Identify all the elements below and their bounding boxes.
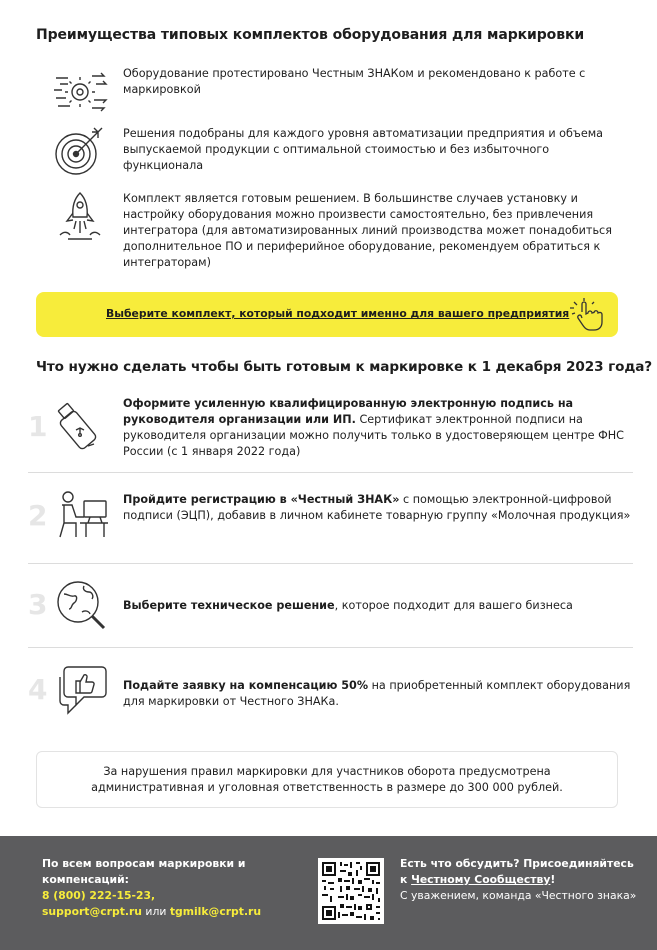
step-detail: на приобретенный комплект оборудования для маркировки от Честного ЗНАКа. [123,679,631,708]
notice-text: За нарушения правил маркировки для участников оборота предусмотрена административная и уголовная ответственность в размере до 300 000 рублей. [91,765,563,794]
community-link[interactable]: Честному Сообществу [411,873,551,886]
community-tail: ! [550,873,556,886]
step-text [123,396,633,460]
step-detail: с помощью электронной-цифровой подписи (ЭЦП), добавив в личном кабинете товарную группу «Молочная продукция» [123,493,631,522]
step-detail: Сертификат электронной подписи на руководителя организации можно получить только в удостоверяющем центре ФНС России (с 1 января 2022 года) [123,413,624,458]
contact-block [42,856,302,920]
step-text [123,678,633,710]
step-emphasis: Оформите усиленную квалифицированную электронную подпись на руководителя организации или ИП. [123,397,574,426]
qr-code-icon[interactable] [318,858,384,924]
steps-title: Что нужно сделать чтобы быть готовым к маркировке к 1 декабря 2023 года? [36,359,653,375]
gear-arrows-icon [52,66,108,118]
target-icon [52,126,108,178]
step-number: 2 [28,499,48,532]
community-lead: Есть что обсудить? Присоединяйтесь к [400,857,634,886]
divider [28,647,633,648]
step-text [123,598,633,614]
footer [0,836,657,950]
community-block [400,856,640,904]
contact-label: По всем вопросам маркировки и компенсаций: [42,857,246,886]
step-number: 1 [28,410,48,443]
step-detail: , которое подходит для вашего бизнеса [334,599,573,612]
benefit-text: Комплект является готовым решением. В большинстве случаев установку и настройку оборудования можно произвести самостоятельно, без привлечения интегратора (для автоматизированных линий производства может понадобиться дополнительное ПО и периферийное оборудование, рекомендуем обратиться к интеграторам) [123,192,612,269]
step-emphasis: Пройдите регистрацию в «Честный ЗНАК» [123,493,400,506]
benefits-title: Преимущества типовых комплектов оборудования для маркировки [36,27,585,43]
usb-key-icon [54,400,110,456]
email-tgmilk-link[interactable]: tgmilk@crpt.ru [169,905,262,918]
benefit-text: Оборудование протестировано Честным ЗНАКом и рекомендовано к работе с маркировкой [123,67,586,96]
globe-search-icon [54,578,110,634]
divider [28,472,633,473]
select-kit-link[interactable]: Выберите комплект, который подходит именно для вашего предприятия [106,307,570,320]
step-number: 4 [28,673,48,706]
rocket-icon [52,191,108,243]
or-text: или [142,905,170,918]
email-support-link[interactable]: support@crpt.ru [42,905,142,918]
step-emphasis: Выберите техническое решение [123,599,335,612]
select-kit-banner[interactable] [36,292,618,337]
regards-text: С уважением, команда «Честного знака» [400,889,637,902]
step-text [123,492,633,524]
step-emphasis: Подайте заявку на компенсацию 50% [123,679,369,692]
benefit-text: Решения подобраны для каждого уровня автоматизации предприятия и объема выпускаемой продукции с оптимальной стоимостью и без избыточного функционала [123,127,603,172]
phone-link[interactable]: 8 (800) 222-15-23, [42,889,156,902]
divider [28,563,633,564]
pointing-hand-icon [566,298,606,332]
person-at-computer-icon [54,489,110,545]
step-number: 3 [28,588,48,621]
thumbs-up-chat-icon [54,661,110,717]
liability-notice [36,751,618,808]
